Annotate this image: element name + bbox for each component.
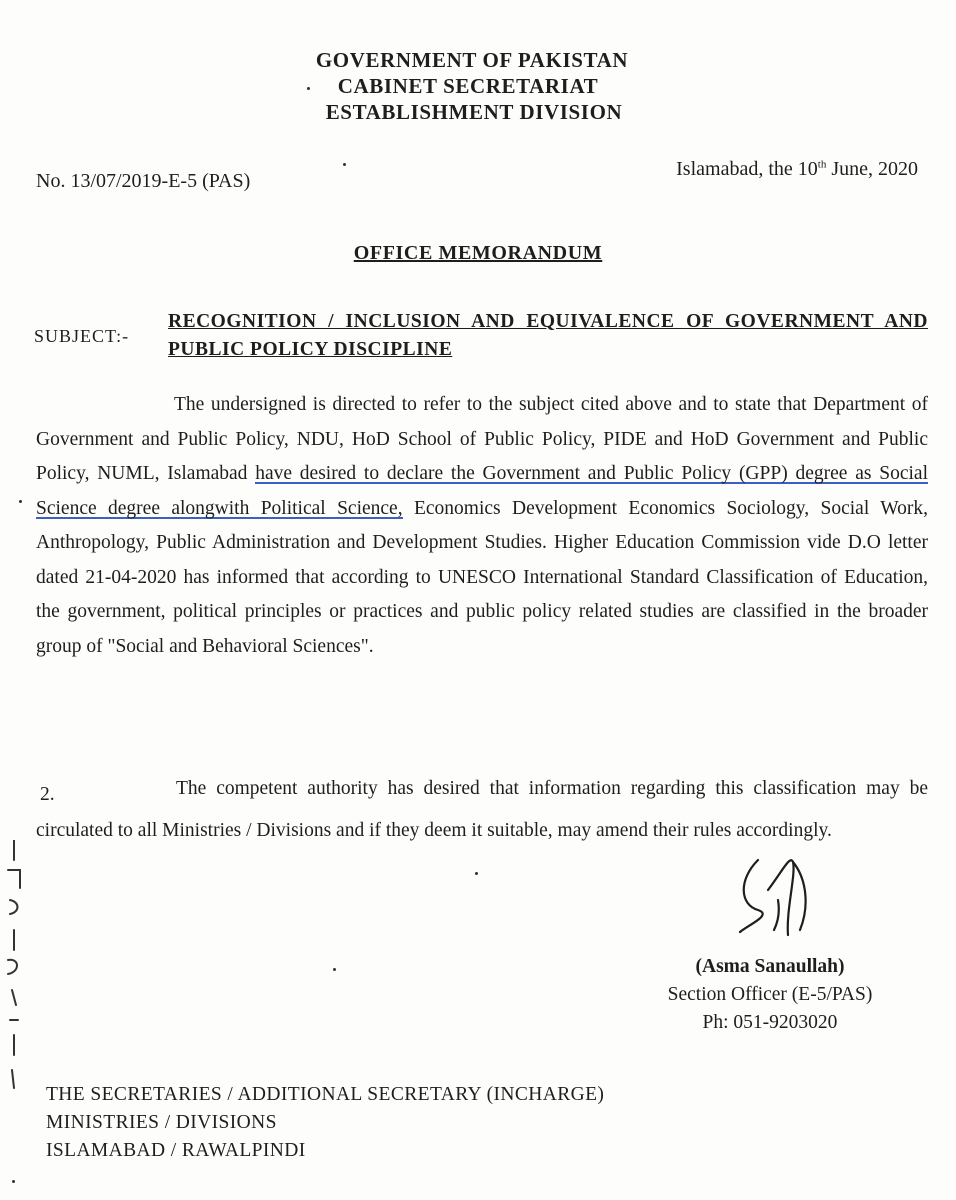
date-ordinal-suffix: th — [817, 158, 827, 171]
paragraph-2: The competent authority has desired that information regarding this classification may be circulated to all Ministries / Divisions and if they deem it suitable, may amend their rules accordingly. — [36, 778, 928, 841]
paragraph-1-intro: The undersigned is directed to refer to the subject cited above and to state that Department of Government and Public Policy, NDU, HoD School of Public Policy, PIDE and HoD Government and Public Policy, NUML, Islamabad — [36, 394, 928, 484]
memo-title: OFFICE MEMORANDUM — [353, 242, 603, 264]
scan-speck — [307, 87, 310, 90]
signature-mark — [728, 850, 828, 940]
scan-speck — [333, 968, 336, 971]
scan-speck — [343, 163, 346, 166]
signatory-name: (Asma Sanaullah) — [695, 956, 845, 977]
margin-handwriting — [2, 840, 26, 1090]
place-date — [676, 158, 918, 181]
date-month-year: June, 2020 — [826, 158, 918, 180]
paragraph-1-rest: Economics Development Economics Sociology, Social Work, Anthropology, Public Administration and Development Studies. Higher Education Commission vide D.O letter dated 21-04-2020 has informed that according to UNESCO International Standard Classification of Education, the government, political principles or practices and public policy related studies are classified in the broader group of "Social and Behavioral Sciences". — [36, 497, 928, 657]
scan-speck — [12, 1180, 15, 1183]
signatory-phone: Ph: 051-9203020 — [702, 1012, 838, 1033]
signatory-designation: Section Officer (E-5/PAS) — [667, 984, 873, 1005]
paragraph-1-underlined: have desired to declare the Government and Public Policy (GPP) degree as Social Science degree alongwith Political Science, — [36, 463, 928, 519]
subject-text: RECOGNITION / INCLUSION AND EQUIVALENCE OF GOVERNMENT AND PUBLIC POLICY DISCIPLINE — [168, 311, 928, 360]
header-line-division: ESTABLISHMENT DIVISION — [325, 100, 623, 124]
paragraph-1 — [36, 388, 928, 664]
place-date-main: Islamabad, the 10 — [676, 158, 818, 180]
scan-speck — [475, 872, 478, 875]
header-line-government: GOVERNMENT OF PAKISTAN — [315, 48, 629, 72]
header-line-cabinet: CABINET SECRETARIAT — [337, 74, 599, 98]
paragraph-2-number: 2. — [40, 784, 55, 805]
subject-label: SUBJECT:- — [34, 326, 130, 346]
addressee-line-2: MINISTRIES / DIVISIONS — [46, 1112, 277, 1133]
reference-number: No. 13/07/2019-E-5 (PAS) — [36, 170, 251, 192]
addressee-line-1: THE SECRETARIES / ADDITIONAL SECRETARY (INCHARGE) — [46, 1084, 605, 1105]
scan-speck — [19, 500, 22, 503]
addressee-line-3: ISLAMABAD / RAWALPINDI — [46, 1140, 306, 1161]
